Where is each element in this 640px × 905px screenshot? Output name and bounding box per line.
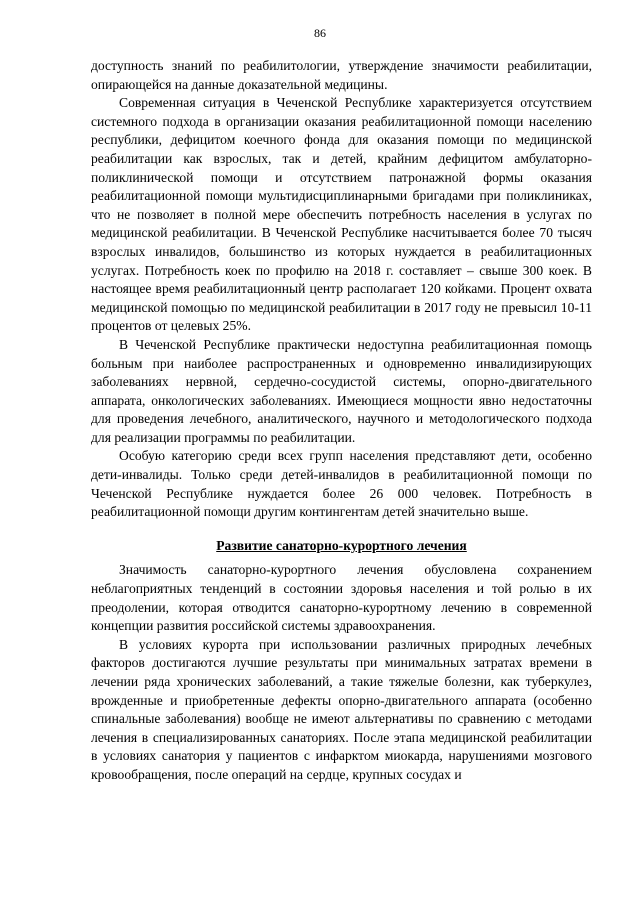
paragraph-continuation: доступность знаний по реабилитологии, утверждение значимости реабилитации, опирающейся на данные доказательной медицины. <box>91 58 592 92</box>
paragraph-children: Особую категорию среди всех групп населения представляют дети, особенно дети-инвалиды. Только среди детей-инвалидов в реабилитационной помощи по Чеченской Республике нуждается более 26 000 человек. Потребность в реабилитационной помощи другим контингентам детей значительно выше. <box>91 448 592 520</box>
page-number: 86 <box>314 26 326 40</box>
paragraph-resort-conditions: В условиях курорта при использовании различных природных лечебных факторов достигаются лучшие результаты при минимальных затратах времени в лечении ряда хронических заболеваний, а такие тяжелые болезни, как туберкулез, врожденные и приобретенные дефекты опорно-двигательного аппарата (особенно спинальные заболевания) вообще не имеют альтернативы по сравнению с методами лечения в специализированных санаториях. После этапа медицинской реабилитации в условиях санатория у пациентов с инфарктом миокарда, нарушениями мозгового кровообращения, после операций на сердце, крупных сосудах и <box>91 636 592 782</box>
body-text <box>91 57 592 785</box>
paragraph-significance: Значимость санаторно-курортного лечения обусловлена сохранением неблагоприятных тенденций в состоянии здоровья населения и той ролью в их преодолении, которая отводится санаторно-курортному лечению в современной концепции развития российской системы здравоохранения. <box>91 562 592 634</box>
paragraph-availability: В Чеченской Республике практически недоступна реабилитационная помощь больным при наиболее распространенных и одновременно инвалидизирующих заболеваниях нервной, сердечно-сосудистой системы, опорно-двигательного аппарата, онкологических заболеваниях. Имеющиеся мощности явно недостаточны для проведения лечебного, аналитического, научного и методологического подхода для реализации программы по реабилитации. <box>91 336 592 445</box>
section-heading: Развитие санаторно-курортного лечения <box>216 537 467 553</box>
paragraph-current-situation: Современная ситуация в Чеченской Республике характеризуется отсутствием системного подхода в организации оказания реабилитационной помощи населению республики, дефицитом коечного фонда для оказания помощи по медицинской реабилитации как взрослых, так и детей, крайним дефицитом амбулаторно-поликлинической помощи и отсутствием патронажной формы оказания реабилитационной помощи мультидисциплинарными бригадами при поликлиниках, что не позволяет в полной мере обеспечить потребность населения в услугах по медицинской реабилитации. В Чеченской Республике насчитывается более 70 тысяч взрослых инвалидов, большинство из которых нуждается в реабилитационных услугах. Потребность коек по профилю на 2018 г. составляет – свыше 300 коек. В настоящее время реабилитационный центр располагает 120 койками. Процент охвата медицинской помощью по медицинской реабилитации в 2017 году не превысил 10-11 процентов от целевых 25%. <box>91 95 592 334</box>
